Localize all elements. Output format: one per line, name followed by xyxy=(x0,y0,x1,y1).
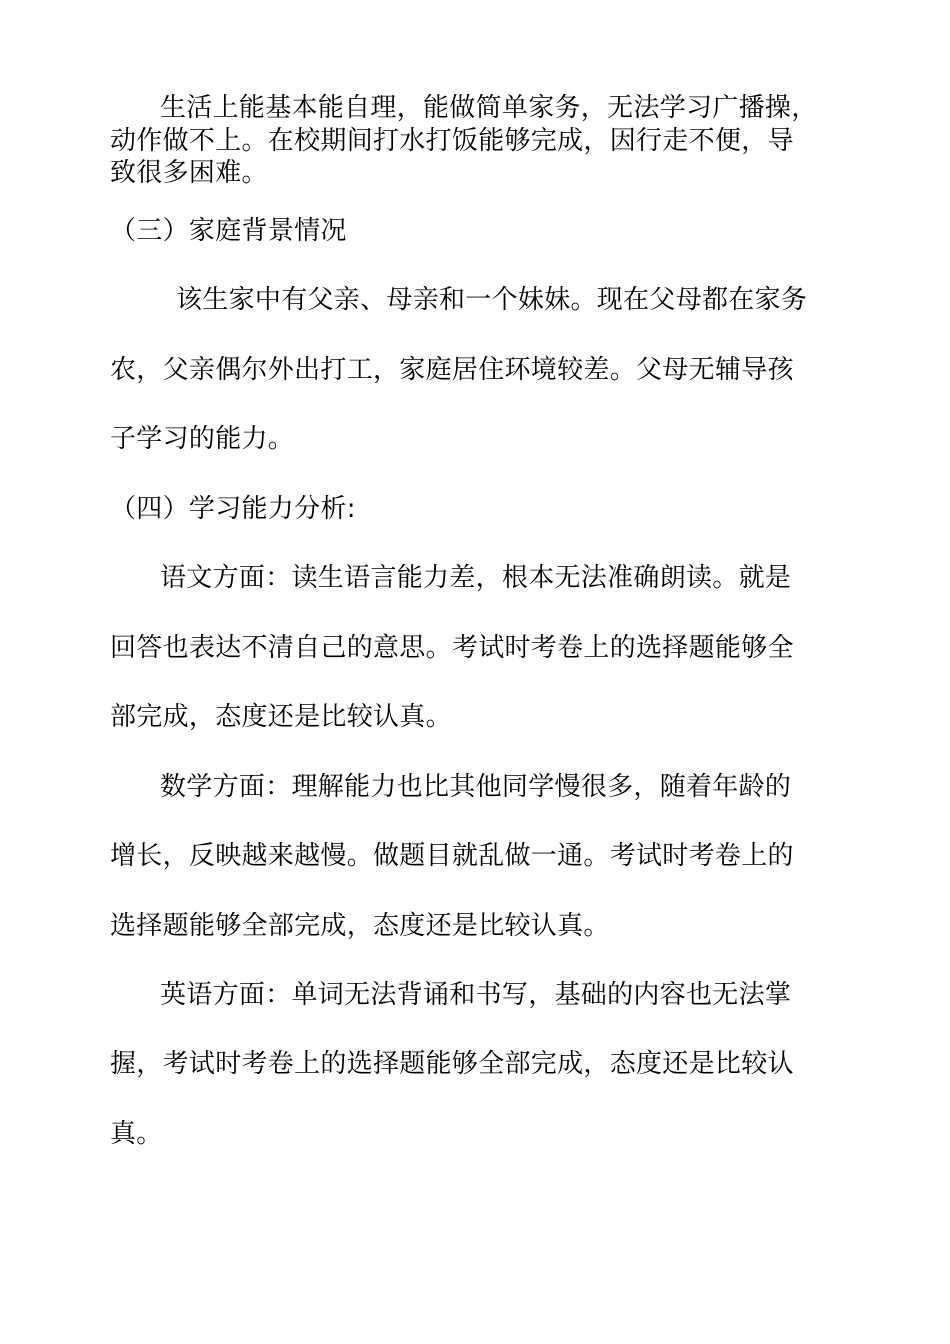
chinese-line-1: 语文方面：读生语言能力差，根本无法准确朗读。就是 xyxy=(160,563,792,593)
family-line-3: 子学习的能力。 xyxy=(110,424,295,454)
family-line-1: 该生家中有父亲、母亲和一个妹妹。现在父母都在家务 xyxy=(176,285,808,315)
heading-family-background: （三）家庭背景情况 xyxy=(110,216,347,246)
english-line-2: 握，考试时考卷上的选择题能够全部完成，态度还是比较认 xyxy=(110,1049,794,1079)
self-care-line-3: 致很多困难。 xyxy=(110,158,268,188)
self-care-line-2: 动作做不上。在校期间打水打饭能够完成，因行走不便，导 xyxy=(110,126,794,156)
english-line-1: 英语方面：单词无法背诵和书写，基础的内容也无法掌 xyxy=(160,980,792,1010)
chinese-line-3: 部完成，态度还是比较认真。 xyxy=(110,702,452,732)
self-care-line-1: 生活上能基本能自理，能做简单家务，无法学习广播操， xyxy=(160,93,818,123)
heading-learning-ability: （四）学习能力分析: xyxy=(110,494,356,524)
english-line-3: 真。 xyxy=(110,1119,163,1149)
math-line-3: 选择题能够全部完成，态度还是比较认真。 xyxy=(110,911,610,941)
math-line-1: 数学方面：理解能力也比其他同学慢很多，随着年龄的 xyxy=(160,772,792,802)
math-line-2: 增长，反映越来越慢。做题目就乱做一通。考试时考卷上的 xyxy=(110,841,794,871)
family-line-2: 农，父亲偶尔外出打工，家庭居住环境较差。父母无辅导孩 xyxy=(110,355,794,385)
chinese-line-2: 回答也表达不清自己的意思。考试时考卷上的选择题能够全 xyxy=(110,633,794,663)
